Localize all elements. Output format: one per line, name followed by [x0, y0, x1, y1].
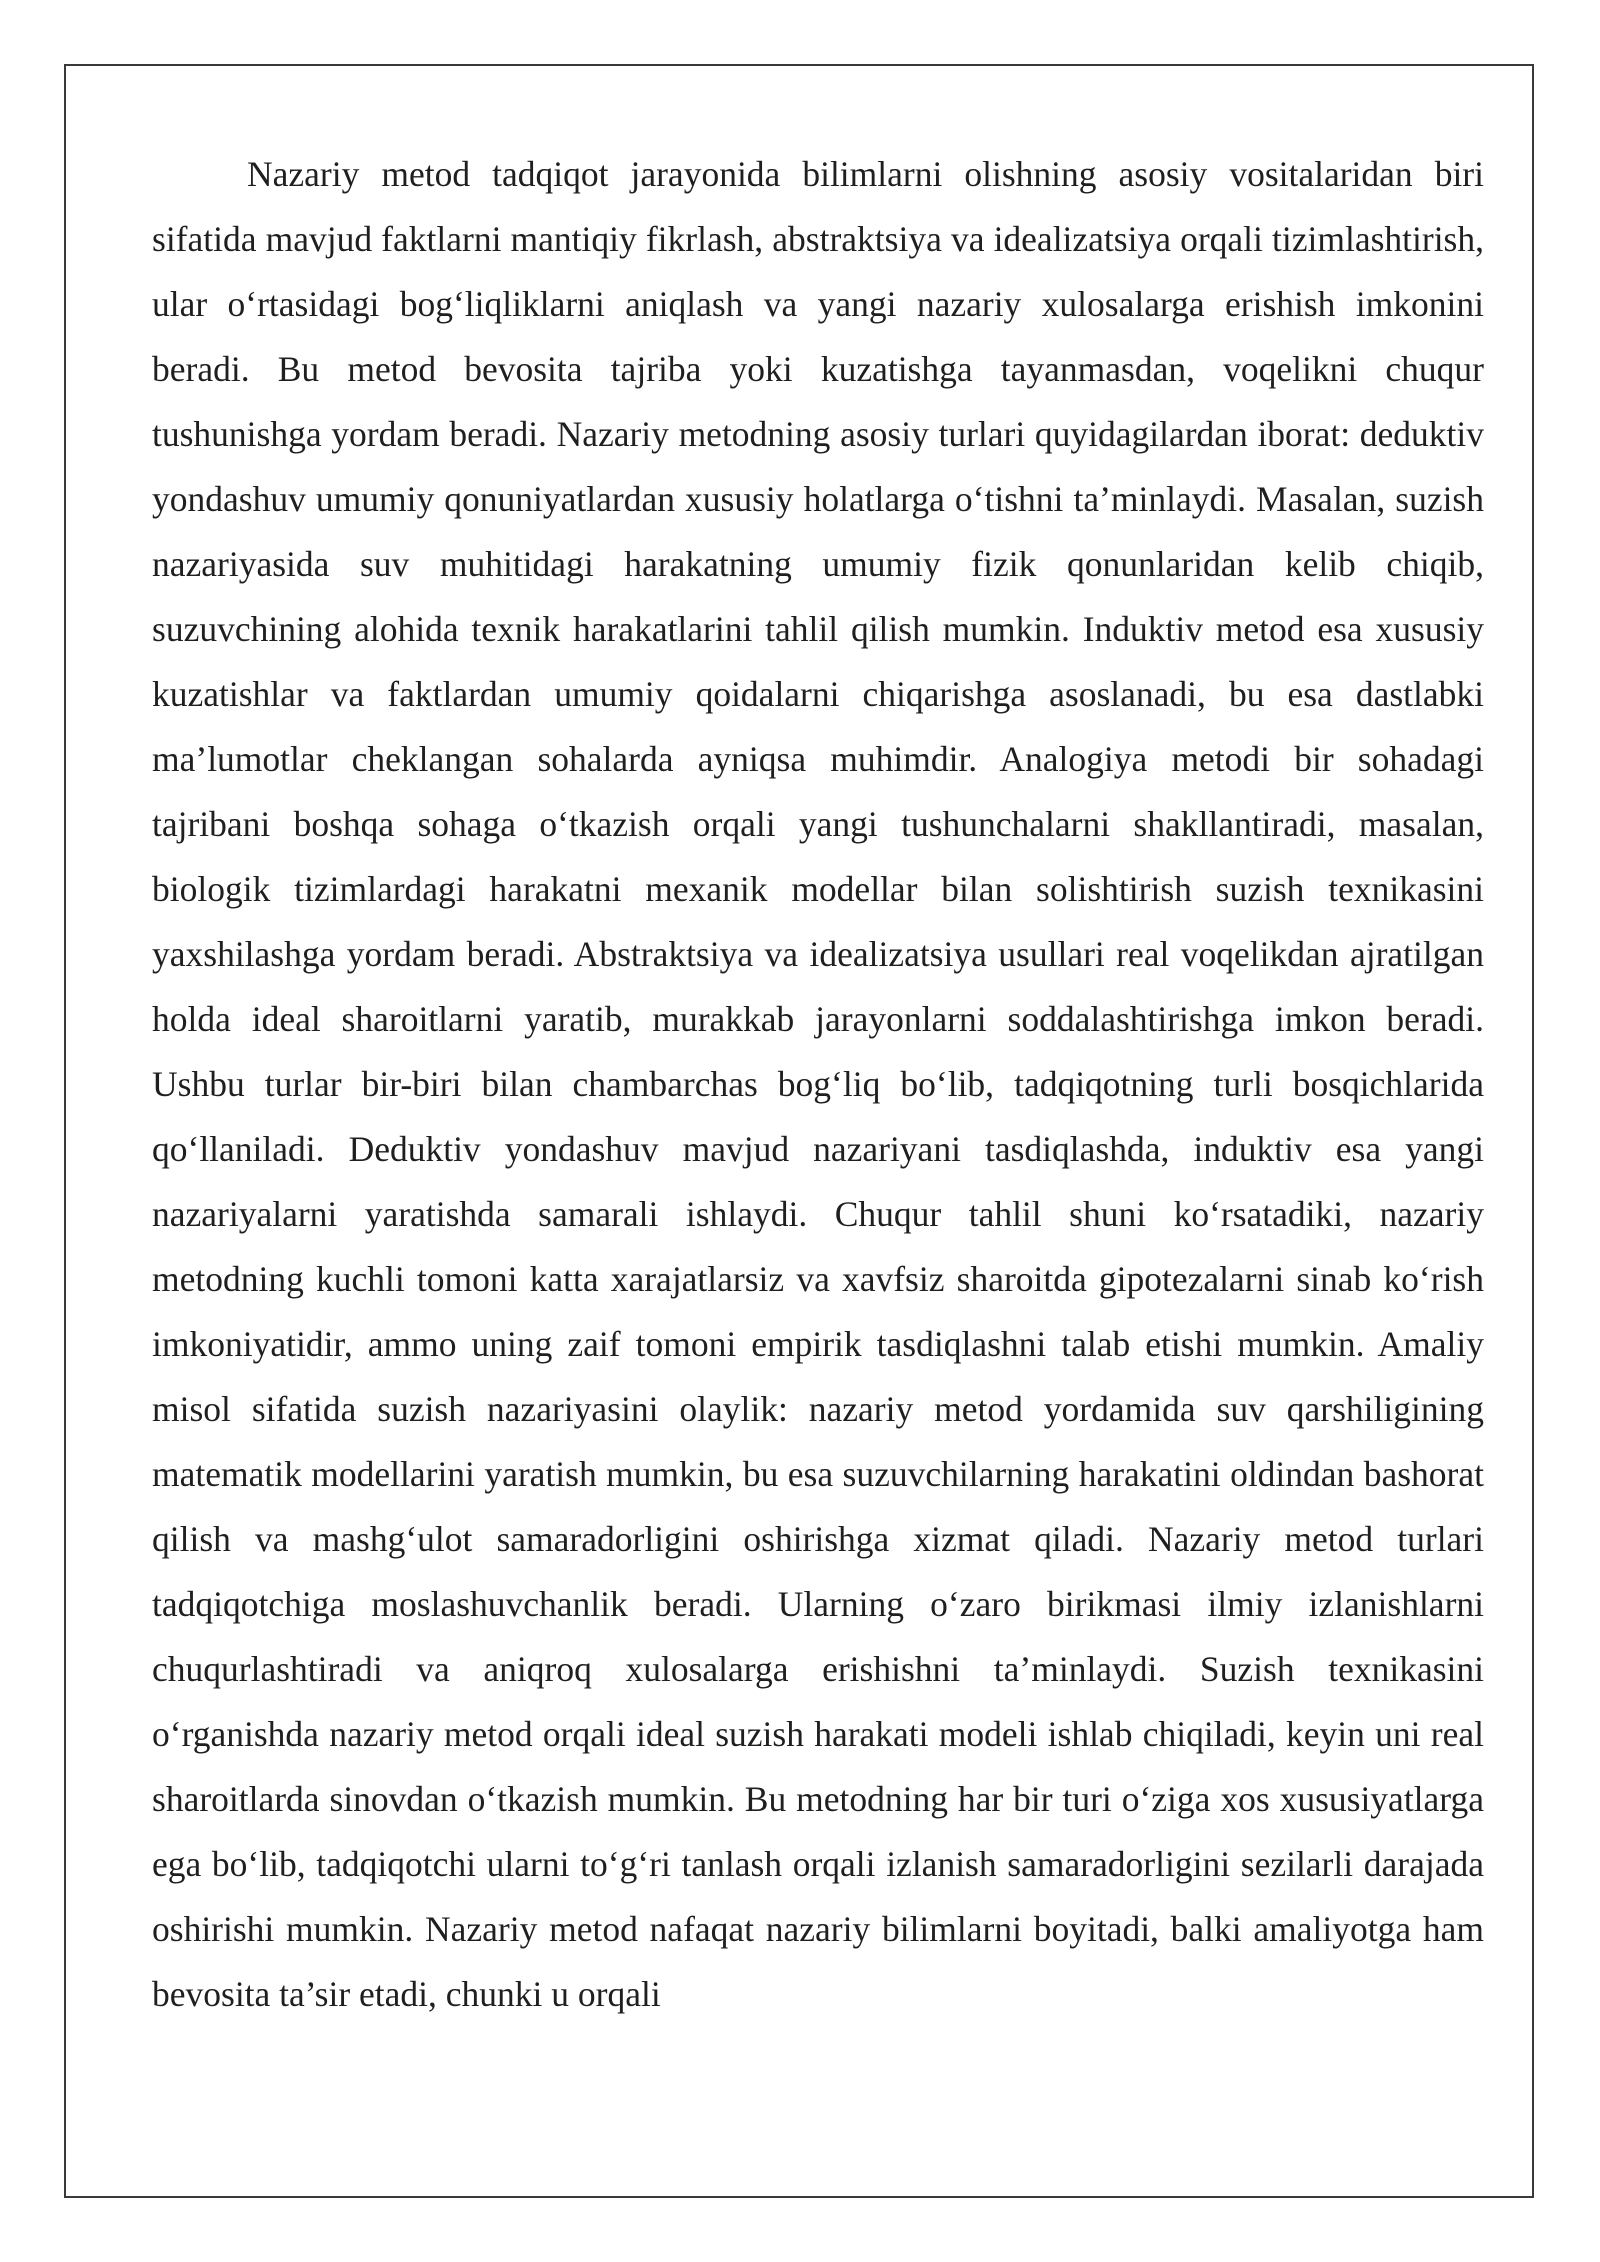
- body-paragraph: Nazariy metod tadqiqot jarayonida bilimlarni olishning asosiy vositalaridan biri sifatida mavjud faktlarni mantiqiy fikrlash, abstraktsiya va idealizatsiya orqali tizimlashtirish, ular o‘rtasidagi bog‘liqliklarni aniqlash va yangi nazariy xulosalarga erishish imkonini beradi. Bu metod bevosita tajriba yoki kuzatishga tayanmasdan, voqelikni chuqur tushunishga yordam beradi. Nazariy metodning asosiy turlari quyidagilardan iborat: deduktiv yondashuv umumiy qonuniyatlardan xususiy holatlarga o‘tishni ta’minlaydi. Masalan, suzish nazariyasida suv muhitidagi harakatning umumiy fizik qonunlaridan kelib chiqib, suzuvchining alohida texnik harakatlarini tahlil qilish mumkin. Induktiv metod esa xususiy kuzatishlar va faktlardan umumiy qoidalarni chiqarishga asoslanadi, bu esa dastlabki ma’lumotlar cheklangan sohalarda ayniqsa muhimdir. Analogiya metodi bir sohadagi tajribani boshqa sohaga o‘tkazish orqali yangi tushunchalarni shakllantiradi, masalan, biologik tizimlardagi harakatni mexanik modellar bilan solishtirish suzish texnikasini yaxshilashga yordam beradi. Abstraktsiya va idealizatsiya usullari real voqelikdan ajratilgan holda ideal sharoitlarni yaratib, murakkab jarayonlarni soddalashtirishga imkon beradi. Ushbu turlar bir-biri bilan chambarchas bog‘liq bo‘lib, tadqiqotning turli bosqichlarida qo‘llaniladi. Deduktiv yondashuv mavjud nazariyani tasdiqlashda, induktiv esa yangi nazariyalarni yaratishda samarali ishlaydi. Chuqur tahlil shuni ko‘rsatadiki, nazariy metodning kuchli tomoni katta xarajatlarsiz va xavfsiz sharoitda gipotezalarni sinab ko‘rish imkoniyatidir, ammo uning zaif tomoni empirik tasdiqlashni talab etishi mumkin. Amaliy misol sifatida suzish nazariyasini olaylik: nazariy metod yordamida suv qarshiligining matematik modellarini yaratish mumkin, bu esa suzuvchilarning harakatini oldindan bashorat qilish va mashg‘ulot samaradorligini oshirishga xizmat qiladi. Nazariy metod turlari tadqiqotchiga moslashuvchanlik beradi. Ularning o‘zaro birikmasi ilmiy izlanishlarni chuqurlashtiradi va aniqroq xulosalarga erishishni ta’minlaydi. Suzish texnikasini o‘rganishda nazariy metod orqali ideal suzish harakati modeli ishlab chiqiladi, keyin uni real sharoitlarda sinovdan o‘tkazish mumkin. Bu metodning har bir turi o‘ziga xos xususiyatlarga ega bo‘lib, tadqiqotchi ularni to‘g‘ri tanlash orqali izlanish samaradorligini sezilarli darajada oshirishi mumkin. Nazariy metod nafaqat nazariy bilimlarni boyitadi, balki amaliyotga ham bevosita ta’sir etadi, chunki u orqali: [152, 154, 1484, 2014]
